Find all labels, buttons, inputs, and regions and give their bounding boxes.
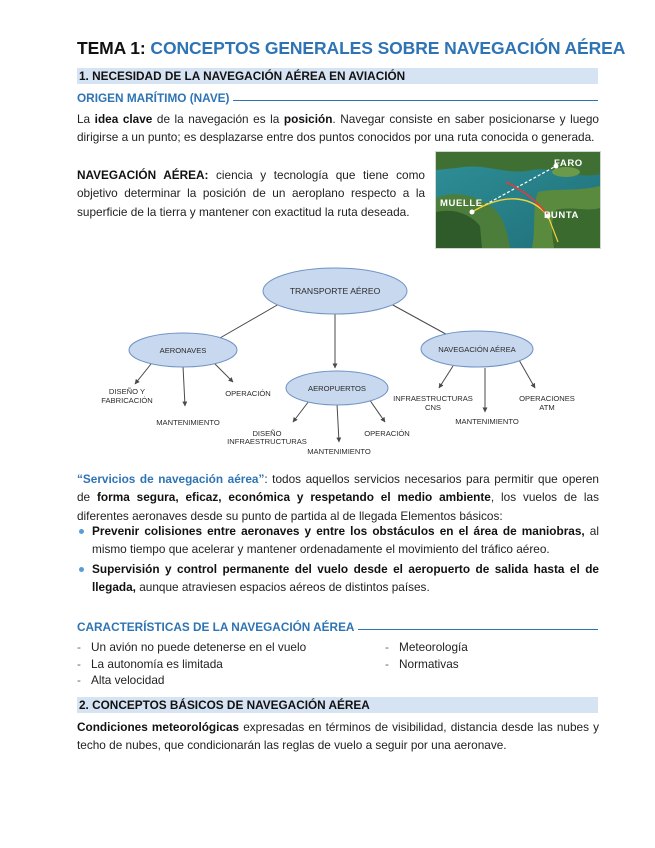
- bold-run: posición: [283, 112, 333, 126]
- arrow-root-aeronaves: [213, 304, 279, 342]
- arrow-aeronaves-operacion: [215, 364, 233, 382]
- dash-marker: -: [385, 640, 389, 654]
- bullet-dot: [79, 529, 84, 534]
- label-aeropuertos-operacion: OPERACIÓN: [364, 429, 410, 438]
- list-item-text: La autonomía es limitada: [91, 656, 223, 671]
- label-aeronaves-operacion: OPERACIÓN: [225, 389, 271, 398]
- caracteristicas-right-list: [385, 639, 468, 672]
- coast-navigation-photo: [435, 151, 601, 249]
- dash-marker: -: [77, 640, 81, 654]
- key-idea-paragraph: [77, 110, 599, 147]
- origin-heading-text: ORIGEN MARÍTIMO (NAVE): [77, 91, 230, 105]
- punta-label: PUNTA: [544, 210, 580, 221]
- section-1-heading: 1. NECESIDAD DE LA NAVEGACIÓN AÉREA EN AVIACIÓN: [77, 68, 598, 84]
- list-item-text: Alta velocidad: [91, 673, 165, 687]
- text-run: ciencia y tecnología que tiene como objetivo determinar la posición de un aeroplano respecto a la superficie de la tierra y mantener con exactitud la ruta deseada.: [77, 168, 425, 219]
- arrow-aeronaves-mantenimiento: [183, 366, 185, 406]
- list-item-text: Normativas: [399, 656, 459, 671]
- bullet-bold: Prevenir colisiones entre aeronaves y entre los obstáculos en el área de maniobras,: [92, 524, 585, 538]
- title-number: TEMA 1:: [77, 38, 146, 58]
- label-aeropuertos: AEROPUERTOS: [308, 384, 366, 393]
- label-navegacion-infra-1: INFRAESTRUCTURAS: [393, 394, 473, 403]
- text-run: de la navegación es la: [152, 112, 284, 126]
- muelle-marker: [470, 210, 475, 215]
- bullet-item: [77, 523, 599, 558]
- arrow-aeronaves-diseno: [135, 364, 151, 384]
- title-name: CONCEPTOS GENERALES SOBRE NAVEGACIÓN AÉREA: [150, 38, 626, 58]
- arrow-aeropuertos-operacion: [369, 399, 385, 422]
- list-item: [77, 672, 306, 689]
- text-run: , los vuelos de las diferentes aeronaves desde su punto de partida al de llegada Elementos básicos:: [77, 490, 599, 523]
- text-run: expresadas en términos de visibilidad, distancia desde las nubes y techo de nubes, que condicionarán las reglas de vuelo a seguir por una aeronave.: [77, 720, 599, 753]
- bold-run: idea clave: [94, 112, 153, 126]
- section-2-heading: 2. CONCEPTOS BÁSICOS DE NAVEGACIÓN AÉREA: [77, 697, 598, 713]
- label-navegacion-aerea: NAVEGACIÓN AÉREA: [438, 345, 516, 354]
- faro-label: FARO: [554, 158, 583, 169]
- label-navegacion-operaciones-2: ATM: [539, 403, 555, 412]
- caracteristicas-heading: [77, 620, 598, 634]
- condiciones-paragraph: [77, 718, 599, 755]
- heading-rule: [233, 99, 598, 101]
- bullet-rest: aunque atraviesen espacios aéreos de distintos países.: [135, 579, 430, 594]
- servicios-quote: “Servicios de navegación aérea”: [77, 472, 265, 486]
- muelle-label: MUELLE: [440, 198, 483, 209]
- bullet-rest: al mismo tiempo que acelerar y mantener ordenadamente el movimiento del tráfico aéreo.: [92, 524, 599, 556]
- navegacion-aerea-definition: [77, 166, 425, 221]
- list-item: [385, 656, 468, 673]
- label-navegacion-mantenimiento: MANTENIMIENTO: [455, 417, 519, 426]
- dash-marker: -: [77, 673, 81, 687]
- label-aeropuertos-mantenimiento: MANTENIMIENTO: [307, 447, 371, 456]
- servicios-paragraph: [77, 470, 599, 525]
- label-aeropuertos-diseno-1: DISEÑO: [252, 429, 282, 438]
- bullet-item: [77, 561, 599, 596]
- text-run: . Navegar consiste en saber posicionarse y luego dirigirse a un punto; es desplazarse entre dos puntos conocidos por una ruta conocida o generada.: [77, 112, 599, 145]
- bold-run: NAVEGACIÓN AÉREA:: [77, 168, 209, 182]
- label-navegacion-infra-2: CNS: [424, 403, 442, 412]
- caracteristicas-left-list: [77, 639, 306, 689]
- list-item-text: Meteorología: [399, 640, 468, 654]
- dash-marker: -: [77, 656, 81, 671]
- list-item: [77, 639, 306, 656]
- arrow-navegacion-operaciones: [519, 360, 535, 388]
- label-aeronaves-mantenimiento: MANTENIMIENTO: [156, 418, 220, 427]
- list-item: [385, 639, 468, 656]
- arrow-root-navegacion: [391, 304, 453, 338]
- label-aeronaves: AERONAVES: [159, 346, 207, 355]
- text-run: : todos aquellos servicios necesarios para permitir que operen de: [77, 472, 599, 505]
- label-transporte-aereo: TRANSPORTE AÉREO: [289, 286, 381, 296]
- bullet-bold: Supervisión y control permanente del vuelo desde el aeropuerto de salida hasta el de llegada,: [92, 562, 599, 594]
- heading-rule: [358, 628, 598, 630]
- text-run: La: [77, 112, 95, 126]
- page-title: [77, 38, 625, 59]
- arrow-aeropuertos-mantenimiento: [337, 404, 339, 442]
- arrow-navegacion-infra: [439, 366, 453, 388]
- origin-heading: [77, 91, 598, 105]
- transport-concept-diagram: [87, 256, 587, 460]
- list-item: [77, 656, 306, 673]
- label-aeronaves-diseno-1: DISEÑO Y: [108, 387, 146, 396]
- label-navegacion-operaciones-1: OPERACIONES: [519, 394, 575, 403]
- label-aeropuertos-diseno-2: INFRAESTRUCTURAS: [227, 437, 307, 446]
- bold-run: forma segura, eficaz, económica y respetando el medio ambiente: [97, 490, 491, 505]
- bold-run: Condiciones meteorológicas: [77, 720, 240, 734]
- dash-marker: -: [385, 656, 389, 671]
- list-item-text: Un avión no puede detenerse en el vuelo: [91, 640, 307, 654]
- coast-photo-svg: [436, 152, 600, 248]
- servicios-bullets: [77, 523, 599, 599]
- label-aeronaves-diseno-2: FABRICACIÓN: [101, 396, 153, 405]
- arrow-aeropuertos-diseno: [293, 401, 309, 422]
- caracteristicas-heading-text: CARACTERÍSTICAS DE LA NAVEGACIÓN AÉREA: [77, 620, 355, 634]
- bullet-dot: [79, 567, 84, 572]
